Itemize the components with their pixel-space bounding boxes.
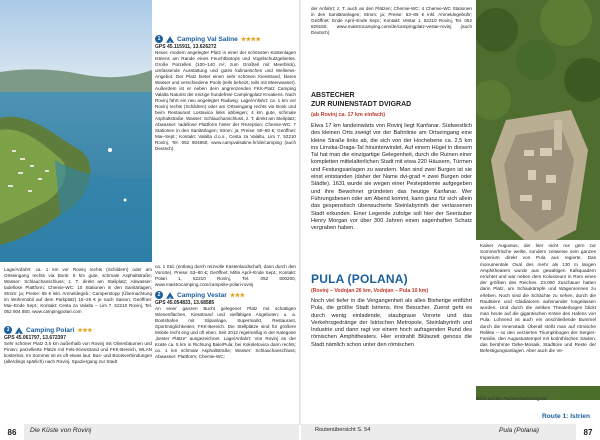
camp2-number: 2 (155, 291, 163, 299)
camp2-title (155, 290, 296, 300)
camp1-name: Camping Val Saline (177, 35, 238, 43)
camp3-title (4, 325, 152, 335)
camp1-gps: GPS 45.115911, 13.626272 (155, 44, 217, 50)
camp2-gps: GPS 45.054833, 13.68585 (155, 300, 215, 306)
camp1-description: Neuer, modern angelegter Platz in einer der schönsten Küstenlagen Istriens am Rande eines Feuchtbiotops und Vogelschutzgebietes. Große Parzellen (100–140 m², zum Großteil mit Meerblick), umfassende Ausstattung und gutes kulinarisches und Wellness-Angebot. Der Platz bietet einen sehr schönen Kiesstrand, klares Wasser und verschiedene Pools (teils beheizt, teils mit Meerwasser). Außerdem ist er neben dem angrenzenden FKK-Platz Camping Valalta Naturist der einzige hundefreie Campingplatz Kroatiens. Nach Rovinj führt ein neu angelegter Radweg. Lage/Anfahrt: ca. 1 km vor Rovinj rechts (Schildern) oder am Ortseingang rechts via Bonk und beim Restaurant Lostavica links abbiegen; 4 km gute, schmale Asphaltstraße; Wasser: Schlauchanschluss, z. T. direkt am Steilplatz; Abwasser: tadellose Plattform hinter der Rezeption; Chemie-WC: 7 Stationen in den Sanitärlagen; Strom: ja; Preise: 50–80 €; Geöffnet: Mai–Sept.; Kontakt: Valalta d.o.o., Cesta za Valaltu, Lim 7, 52210 Rovinj, Tel. 052 804850, www.campvalsaline.hr/de/camping (auch Deutsch) (155, 50, 296, 151)
route-tab: Route 1: Istrien (538, 408, 600, 424)
footer-left (0, 424, 299, 440)
dvigrad-distance: (ab Rovinj ca. 17 km einfach) (311, 112, 385, 118)
pula-augustus-box (476, 240, 600, 386)
camp2-name: Camping Vestar (177, 291, 227, 299)
camp1-number: 1 (155, 35, 163, 43)
camping-polari-box (4, 325, 152, 365)
camp3-number: 3 (4, 326, 12, 334)
camping-vestar-box (155, 290, 296, 360)
tent-icon (15, 327, 23, 334)
camp1-title (155, 34, 296, 44)
camp2-description: An einer ganzen Bucht gelegener Platz mit schattigen Wiesenflächen, Kiesstrand und vielfältigen Angeboten: u. a. Bootshafen mit Slipanlage, Supermarkt, Restaurant, Sportmöglichkeiten; FKK-Bereich. Die Stellplätze sind für größere Mobile recht eng und oft eben. Seit 2012 regelmäßig in der Kategorie „bester Plätze“ ausgezeichnet. Lage/Anfahrt: Von Rovinj an der Küste ca. 5 km in Richtung Bale/Pula; bei Kokoletovica dann rechts; ca. 1 km schmale Asphaltstraße; Wasser: Schlauchanschluss; Abwasser: Plattform; Chemie-WC: (155, 306, 296, 359)
footer-title-left: Die Küste von Rovinj (30, 427, 92, 434)
camp3-name: Camping Polari (26, 326, 75, 334)
page-gutter (299, 0, 301, 425)
footer-title-right: Pula (Polana) (499, 427, 539, 434)
pula-section (311, 272, 472, 349)
camp3-gps: GPS 45.061797, 13.672397 (4, 335, 66, 341)
camp3-location-text (4, 267, 152, 315)
dvigrad-heading-1: ABSTECHER (311, 92, 355, 99)
dvigrad-section (311, 91, 472, 232)
footer-route-overview: Routenübersicht S. 54 (315, 427, 371, 433)
dvigrad-text: Etwa 17 km landeinwärts von Rovinj liegt Kanfanar. Südwestlich des kleinen Orts zweigt vor der Bahnlinie am Ortseingang eine kleine Straße links ab, die sich von der Hochebene ca. 2,5 km ins Limska-Draga-Tal hinunterwindet. Auf einem Hügel in diesem Tal hat man die einzigartige Gelegenheit, durch die Ruinen einer kompletten mittelalterlichen Stadt mit etwa 220 Häusern, Türmen und Festungsanlagen zu wandern. Man sind zwei Burgen ist sie einst entstanden (daher der Name dvi-grad = zwei Burgen oder Städte). 1631 wurde sie wegen einer Pestepidemie aufgegeben und ihre Bewohner gründeten das heutige Kanfanar. Wer Führungsbesen oder am Abend kommt, kann ganz für sich allein das gespenstisch überwucherte Steinlabyrinth der verlassenen Stadt erkunden. Einer Legende zufolge soll hier der Seeräuber Henry Morgan vor über 300 Jahren einen sagenhaften Schatz vergraben haben. (311, 123, 472, 232)
pula-augustus-text: Kaiser Augustus, der hier nicht nur gern zur Sommerfrische weilte, sondern zeitweise sein ganzes Imperium direkt von Pula aus regierte. Das monumentale Oval des mehr als 130 m langen Amphitheaters wurde aus gewaltigen Kalkquadern errichtet und war neben dem Kolosseum in Rom eines der größten des Reiches. 23.000 Zuschauer hatten darin Platz, um Schaukämpfe und Wagenrennen zu erleben. Noch sind die Schächte zu sehen, durch die Raubtiere und Gladiatoren aufeinander losgelassen wurden. Und durch die antiken Theaterbogen blickt man heute auf die gigantischen Kräne des Hafens von Pula. Lohnend ist auch ein anschließende Bummel durch die Innenstadt. Überall stößt man auf römische Relikte – so den verzierten Triumphbogen der Sergier-Familie, den Augustustempel mit korinthischen Säulen, das berühmte Dirke-Mosaik, Stadttore und Reste der Befestigungsanlagen. Aber auch die Ve- (480, 243, 596, 354)
camp3-stars: ★★★ (77, 327, 93, 334)
camp2-continued-text (311, 6, 472, 36)
pula-distance: (Rovinj – Vodnjan 26 km, Vodnjan – Pula 10 km) (311, 288, 429, 294)
page-number-right: 87 (576, 424, 600, 440)
camp3-continued: ca. 1 Std. (entlang durch reizvolle Küstenlandschaft, dann durch den Vororte). Preise: 53–80 €; Geöffnet: Mitte April–Ende Sept.; Kontakt: Polari 1, 52210 Rovinj, Tel. 052 800200, www.maistrocamping.com/campsite-polari-rovinj (155, 264, 296, 287)
camp2-stars: ★★★ (229, 292, 245, 299)
coastal-campsite-photo (0, 0, 152, 262)
tent-icon (166, 36, 174, 43)
camp1-stars: ★★★★ (240, 36, 261, 43)
page-number-left: 86 (0, 424, 24, 440)
footer-right (301, 424, 600, 440)
pula-text: Noch viel tiefer in die Vergangenheit als alles Bisherige entführt Pula, die größte Stadt Istriens, ihre Besucher. Zuerst geht es durch wenig einladende, staubgraue Vororte und das Verkehrsgedränge der Istrischen Metropole, Steinlabyrinth und Industrie und dann ragt vor einem hoch aufragenden Rund des römischen Amphitheaters. Hier erstrahlt Blütezeit genoss die Stadt nämlich schon unter den römischen (311, 298, 472, 348)
photo-caption-text: Blick auf die Ruinenstadt Dvigrad (476, 397, 547, 402)
camp2-continued: der Anfahrt; z. T. auch an den Plätzen; Chemie-WC: 4 Chemie-WC Stationen in den Sanitäranlagen; Strom: ja; Preise: 53–86 € inkl. Anmeldegebühr; Geöffnet: Ende April–Ende Sept.; Kontakt: Vestar 1, 52210 Rovinj, Tel. 052 829150, www.maistrocamping.com/de/campingplatz-vestar-rovinj (auch Deutsch) (311, 6, 472, 35)
photo-caption (476, 387, 586, 405)
camp3-description: Sehr schöner Platz 3,5 km außerhalb von Rovinj mit Olivenbäumen und Pinien; parzellierte Plätze mit Fels-/Kiesstrand und FKK-Bereich, WLAN kostenlos, Im Sommer ist es oft etwas laut. Bus- und Bootsverbindungen (allerdings spärlich) nach Rovinj. Spaziergang zur Stadt (4, 341, 152, 364)
camp3-lage-text: Lage/Anfahrt: ca. 1 km vor Rovinj rechts (Schildern) oder am Ortseingang rechts via Bonk: 6 km gute, schmale Asphaltstraße; Wasser: Schlauchanschluss; z. T. direkt am Steilplatz; Abwasser: tadellose Plattform; Chemie-WC: 10 Stationen in den Sanitärlagen; Strom: ja; Preise: 65 € inkl. Anmeldegeb.; Camperstopp (Übernachtung im Wohnmobil auf dem Parkplatz) 15–25 € je nach Saison; Geöffnet: Mai–Ende Sept.; Kontakt: Cesta za Valaltu – Lim 7, 52210 Rovinj, Tel. 052 804 850, www.campingpolari.com (4, 267, 152, 314)
camp3-continued-text (155, 264, 296, 288)
pula-title: PULA (POLANA) (311, 272, 408, 286)
tent-icon (166, 292, 174, 299)
dvigrad-heading-2: ZUR RUINENSTADT DVIGRAD (311, 101, 412, 108)
camping-val-saline-box (155, 34, 296, 152)
